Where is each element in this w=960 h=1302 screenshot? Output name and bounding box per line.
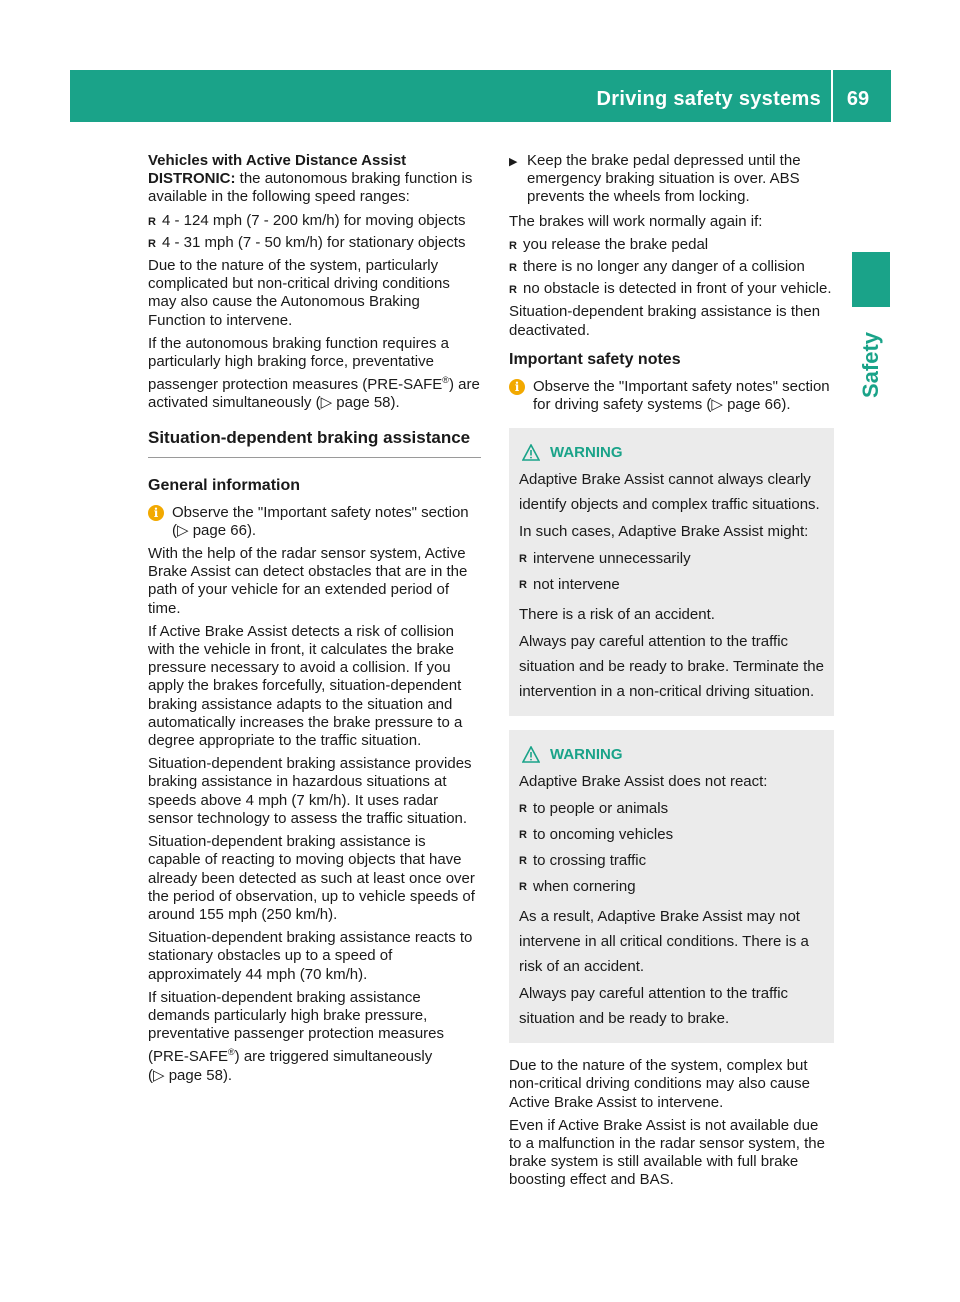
warning-title: WARNING xyxy=(550,444,623,462)
info-text xyxy=(172,504,481,540)
text-span: ). xyxy=(390,394,400,412)
section-title: Situation-dependent braking assistance xyxy=(148,427,471,447)
warning-header xyxy=(519,742,824,767)
list-item: R there is no longer any danger of a collision xyxy=(509,258,834,276)
text-span: ). xyxy=(781,396,791,414)
paragraph: Due to the nature of the system, complex but non-critical driving conditions may also cause Active Brake Assist to intervene. xyxy=(509,1057,810,1111)
warning-list xyxy=(519,546,824,597)
page-reference-link[interactable]: page 66 xyxy=(192,521,247,539)
page-reference-link[interactable]: page 58 xyxy=(336,394,391,412)
text-span: ) are activated simultaneously ( xyxy=(148,376,480,412)
page-ref-arrow-icon: ▷ xyxy=(177,521,193,539)
intro-text: the autonomous braking function is available in the following speed ranges: xyxy=(148,170,473,206)
paragraph: With the help of the radar sensor system, Active Brake Assist can detect obstacles that are in the path of your vehicle for an extended period of time. xyxy=(148,545,468,617)
paragraph: If Active Brake Assist detects a risk of collision with the vehicle in front, it calculates the brake pressure necessary to avoid a collision. If you apply the brakes forcefully, situation-dependent braking assistance adapts to the situation and automatically increases the brake pressure to a degree appropriate to the traffic situation. xyxy=(148,622,463,750)
list-item: R 4 - 31 mph (7 - 50 km/h) for stationary objects xyxy=(148,234,481,252)
paragraph: Situation-dependent braking assistance is capable of reacting to moving objects that have already been detected as such at least once over the period of observation, up to vehicle speeds of around 155 mph (250 km/h). xyxy=(148,833,475,923)
instruction-step xyxy=(509,152,834,207)
list-item: R when cornering xyxy=(519,874,824,899)
paragraph: The brakes will work normally again if: xyxy=(509,212,763,230)
warning-header xyxy=(519,440,824,465)
warning-text: As a result, Adaptive Brake Assist may not intervene in all critical conditions. There is a risk of an accident. xyxy=(519,908,809,976)
page-reference-link[interactable]: page 66 xyxy=(727,396,782,414)
chapter-tab xyxy=(852,252,890,307)
intro-paragraph xyxy=(148,152,481,207)
subsection-heading: General information xyxy=(148,476,301,494)
list-item: R you release the brake pedal xyxy=(509,236,834,254)
info-note xyxy=(509,378,834,414)
paragraph xyxy=(148,989,481,1085)
warning-list xyxy=(519,796,824,899)
warning-text: Adaptive Brake Assist does not react: xyxy=(519,773,768,791)
info-icon: i xyxy=(509,379,525,395)
text-span: ). xyxy=(222,1066,233,1084)
paragraph xyxy=(148,335,481,413)
section-divider xyxy=(148,457,481,458)
text-span: Observe the "Important safety notes" section for driving safety systems ( xyxy=(533,377,830,414)
page-reference-link[interactable]: page 58 xyxy=(168,1066,223,1084)
speed-range-list xyxy=(148,212,481,252)
info-note xyxy=(148,504,481,540)
page-ref-arrow-icon: ▷ xyxy=(711,396,728,414)
paragraph: Due to the nature of the system, particularly complicated but non-critical driving conditions may also cause the Autonomous Braking Function to intervene. xyxy=(148,257,450,329)
paragraph: Situation-dependent braking assistance provides braking assistance in hazardous situations at speeds above 4 mph (7 km/h). It uses radar sensor technology to assess the traffic situation. xyxy=(148,755,472,827)
list-item: R to crossing traffic xyxy=(519,848,824,873)
paragraph: Even if Active Brake Assist is not available due to a malfunction in the radar sensor system, the brake system is still available with full brake boosting effect and BAS. xyxy=(509,1116,825,1189)
page-title: Driving safety systems xyxy=(596,88,821,110)
page-ref-arrow-icon: ▷ xyxy=(320,394,337,412)
list-item: R intervene unnecessarily xyxy=(519,546,824,571)
paragraph: Situation-dependent braking assistance is then deactivated. xyxy=(509,303,821,339)
info-text xyxy=(533,378,834,414)
text-span: If situation-dependent braking assistance demands particularly high brake pressure, preventative passenger protection measures (PRE-SAFE xyxy=(148,988,445,1066)
warning-text: Always pay careful attention to the traffic situation and be ready to brake. xyxy=(519,985,789,1028)
warning-title: WARNING xyxy=(550,746,623,764)
list-item: R 4 - 124 mph (7 - 200 km/h) for moving objects xyxy=(148,212,481,230)
list-item: R no obstacle is detected in front of your vehicle. xyxy=(509,280,834,298)
intro-bold: Vehicles with Active Distance Assist DISTRONIC: xyxy=(148,152,407,188)
warning-text: Always pay careful attention to the traffic situation and be ready to brake. Terminate the intervention in a non-critical driving situation. xyxy=(519,633,824,701)
step-text: Keep the brake pedal depressed until the emergency braking situation is over. ABS prevents the wheels from locking. xyxy=(527,152,801,206)
warning-box xyxy=(509,428,834,716)
paragraph: Situation-dependent braking assistance reacts to stationary obstacles up to a speed of approximately 44 mph (70 km/h). xyxy=(148,929,473,983)
list-item: R to oncoming vehicles xyxy=(519,822,824,847)
header-divider xyxy=(831,70,833,122)
list-item: R to people or animals xyxy=(519,796,824,821)
text-span: ) are triggered simultaneously ( xyxy=(148,1048,433,1084)
step-arrow-icon: ▶ xyxy=(509,156,518,168)
warning-text: In such cases, Adaptive Brake Assist might: xyxy=(519,523,809,541)
left-column xyxy=(148,152,481,1090)
text-span: ). xyxy=(246,521,257,539)
list-item: R not intervene xyxy=(519,572,824,597)
text-span: If the autonomous braking function requires a particularly high braking force, preventative passenger protection measures (PRE-SAFE xyxy=(148,334,450,394)
warning-triangle-icon xyxy=(522,444,540,462)
registered-mark: ® xyxy=(442,375,449,386)
page-number: 69 xyxy=(846,88,870,110)
warning-text: Adaptive Brake Assist cannot always clearly identify objects and complex traffic situations. xyxy=(519,471,820,514)
warning-triangle-icon xyxy=(522,746,540,764)
right-column xyxy=(509,152,834,1195)
subsection-heading: Important safety notes xyxy=(509,350,681,368)
warning-text: There is a risk of an accident. xyxy=(519,606,715,624)
condition-list xyxy=(509,236,834,299)
chapter-label: Safety xyxy=(858,331,883,398)
page-ref-arrow-icon: ▷ xyxy=(153,1066,169,1084)
text-span: Observe the "Important safety notes" section ( xyxy=(172,503,469,539)
info-icon: i xyxy=(148,505,164,521)
warning-box xyxy=(509,730,834,1043)
registered-mark: ® xyxy=(228,1047,235,1058)
